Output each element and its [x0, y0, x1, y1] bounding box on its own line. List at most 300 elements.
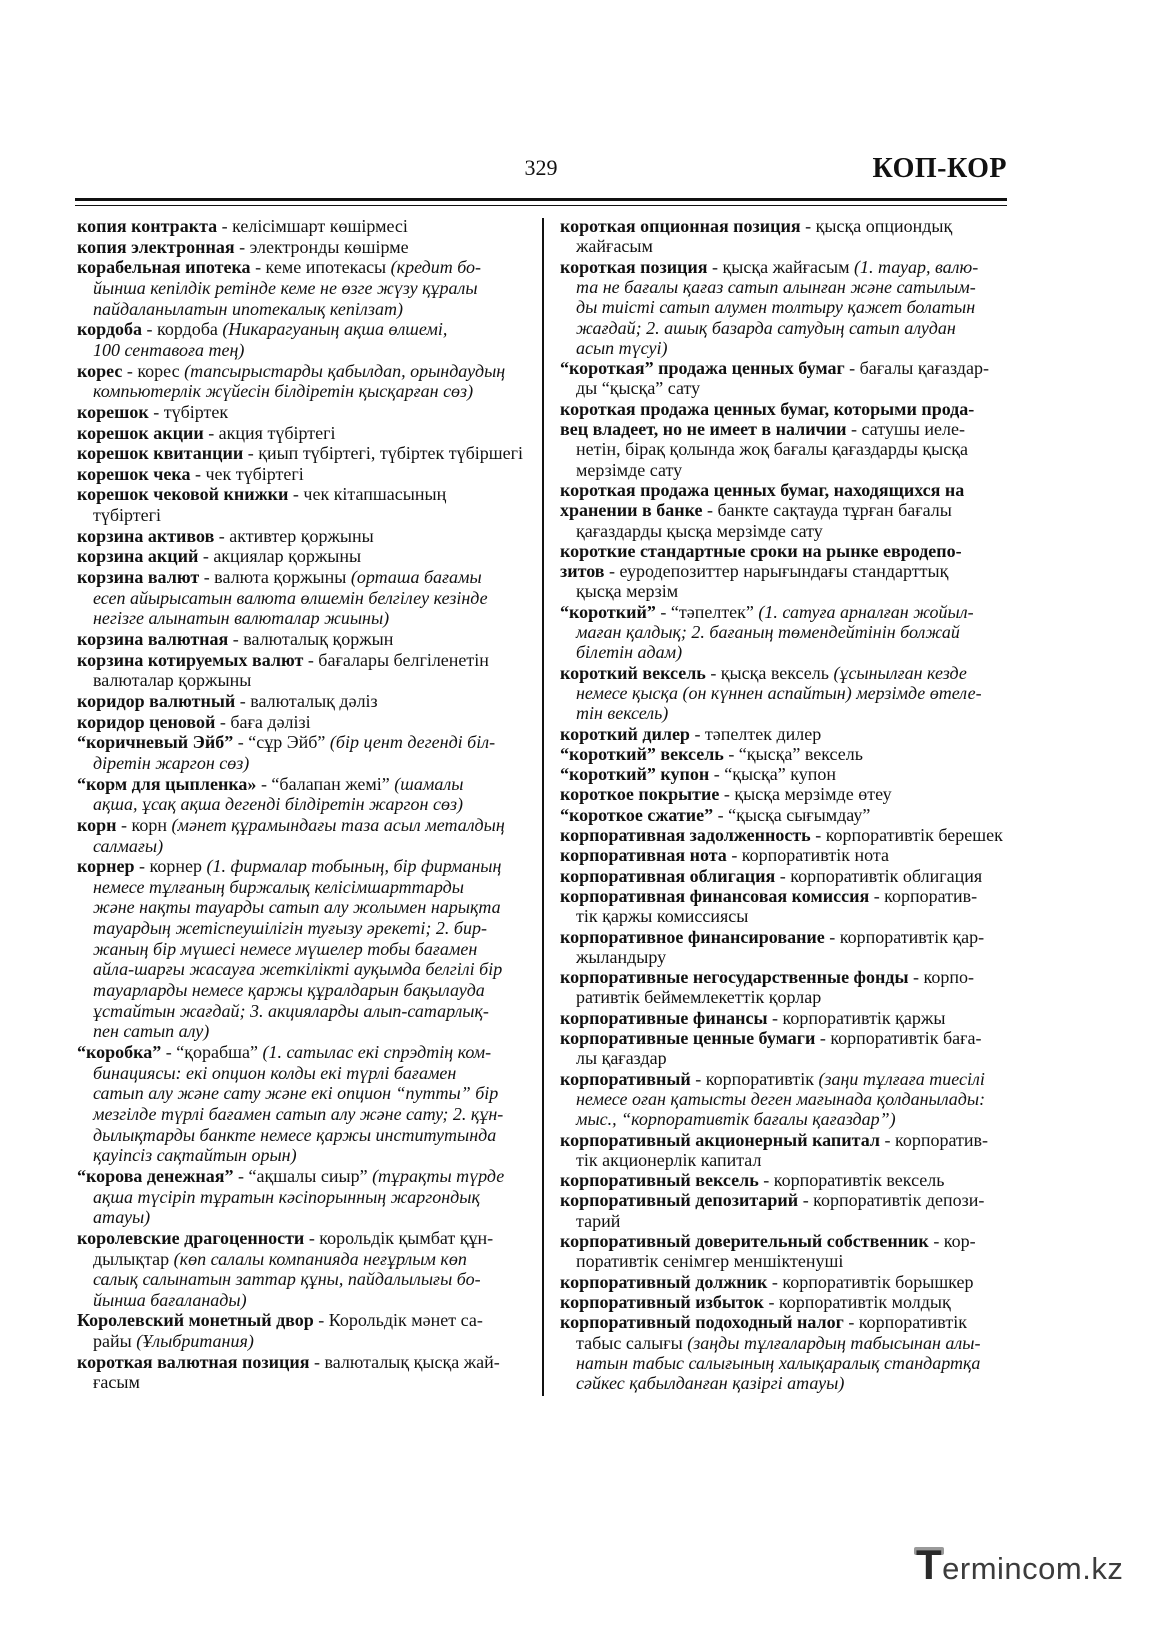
definition-note: (мәнет құрамындағы таза асыл металдың [171, 814, 505, 835]
translation: - корпоративтік қар- [824, 926, 985, 947]
translation: - сатушы иеле- [846, 419, 965, 439]
dictionary-line [576, 318, 956, 338]
dictionary-line [77, 526, 374, 546]
headword: корпоративное финансирование [560, 926, 825, 947]
headword: короткая продажа ценных бумаг, которыми прода- [560, 398, 975, 419]
headword: корзина акций [77, 546, 199, 567]
definition-note: немесе оған қатысты деген мағынада қолданылады: [576, 1088, 986, 1109]
translation: - электронды көшірме [234, 236, 409, 257]
dictionary-line [93, 505, 161, 525]
translation: - “балапан жемі” [256, 773, 395, 794]
translation: - “қысқа сығымдау” [713, 804, 871, 825]
definition-note: сатып алу және сату және екі опцион “путты” бір [93, 1083, 499, 1104]
definition-note: йынша бағаланады) [93, 1289, 247, 1310]
headword: корпоративный [560, 1068, 691, 1089]
headword: корнер [77, 856, 135, 877]
definition-note: немесе қысқа (он күннен аспайтын) мерзімде өтеле- [576, 682, 982, 703]
definition-note: ды тиісті сатып алумен толтыру қажет болатын [576, 297, 976, 318]
dictionary-line [93, 753, 249, 773]
definition-note: ақша, ұсақ ақша дегенді білдіретін жаргон сөз) [93, 794, 463, 815]
headword: королевские драгоценности [77, 1227, 305, 1248]
translation: - тәпелтек дилер [689, 723, 822, 744]
dictionary-line [93, 897, 501, 917]
translation: - кор- [928, 1231, 976, 1251]
dictionary-line [77, 691, 378, 711]
dictionary-line [560, 1069, 985, 1089]
dictionary-line [576, 683, 982, 703]
dictionary-line [576, 460, 682, 480]
translation: дылықтар [93, 1248, 174, 1269]
dictionary-line [93, 1187, 480, 1207]
dictionary-line [576, 1089, 985, 1109]
definition-note: (ұсынылған кезде [833, 662, 967, 683]
definition-note: тауардың жетіспеушілігін туғызу әрекеті; 2. бир- [93, 918, 487, 939]
translation: - келісімшарт көшірмесі [217, 216, 408, 236]
translation: - корпоративтік баға- [815, 1028, 982, 1048]
dictionary-line [93, 1331, 254, 1351]
translation: - Корольдік мәнет са- [313, 1310, 483, 1331]
headword: корес [77, 360, 123, 381]
headword: корзина валют [77, 567, 200, 588]
definition-note: (1. сатылас екі спрэдтің ком- [262, 1042, 492, 1062]
dictionary-line [93, 1372, 140, 1392]
dictionary-line [560, 1170, 944, 1190]
column-divider [542, 218, 544, 1396]
translation: - корпо- [908, 967, 974, 988]
dictionary-line [560, 663, 967, 683]
dictionary-line [77, 546, 361, 566]
dictionary-line [77, 712, 311, 732]
definition-note: (заңи тұлғаға тиесілі [818, 1068, 985, 1089]
headword: “короткий” [560, 601, 656, 622]
dictionary-line [93, 980, 485, 1000]
dictionary-line [77, 629, 393, 649]
definition-note: дылықтарды банкте немесе қаржы институтында [93, 1124, 497, 1145]
translation: ғасым [93, 1372, 140, 1393]
translation: - корпоративтік облигация [775, 865, 983, 886]
headword: кордоба [77, 319, 143, 340]
header-rule-thick [75, 198, 1007, 201]
headword: корабельная ипотека [77, 257, 251, 278]
headword: корзина котируемых валют [77, 649, 304, 670]
translation: - валюталық қоржын [228, 629, 394, 649]
translation: поративтік сенімгер меншіктенуші [576, 1251, 844, 1272]
definition-note: (кредит бо- [390, 257, 482, 278]
dictionary-line [576, 1211, 620, 1231]
dictionary-line [93, 1145, 297, 1165]
dictionary-line [77, 464, 304, 484]
dictionary-line [560, 927, 984, 947]
translation: - валюталық дәліз [235, 690, 378, 711]
dictionary-line [93, 1125, 496, 1145]
dictionary-line [576, 277, 976, 297]
dictionary-line [560, 1312, 967, 1332]
dictionary-line [576, 622, 960, 642]
definition-note: 100 сентавоға тең) [93, 339, 245, 360]
headword: корпоративный акционерный капитал [560, 1129, 880, 1150]
dictionary-line [560, 216, 952, 236]
dictionary-line [560, 1231, 976, 1251]
dictionary-line [77, 856, 501, 876]
dictionary-line [77, 484, 446, 504]
dictionary-line [560, 561, 948, 581]
translation: мерзімде сату [576, 459, 683, 480]
dictionary-line [560, 866, 982, 886]
translation: - активтер қоржыны [214, 525, 374, 546]
dictionary-line [576, 987, 821, 1007]
dictionary-line [576, 338, 668, 358]
definition-note: пайдаланылатын ипотекалық кепілзат) [93, 298, 403, 319]
definition-note: ақша түсіріп тұратын кәсіпорынның жаргондық [93, 1186, 480, 1207]
headword: коридор ценовой [77, 711, 216, 732]
translation: - корпоративтік борышкер [767, 1271, 974, 1292]
dictionary-line [77, 650, 489, 670]
headword: корзина валютная [77, 629, 229, 649]
headword: корпоративный избыток [560, 1291, 764, 1312]
translation: лы қағаздар [576, 1048, 667, 1069]
translation: ды “қысқа” сату [576, 378, 701, 399]
dictionary-line [576, 1048, 667, 1068]
definition-note: мезгілде түрлі бағамен сатып алу және сату; 2. құн- [93, 1103, 504, 1124]
headword: “коробка” [77, 1042, 162, 1062]
definition-note: компьютерлік жүйесін білдіретін қысқарған сөз) [93, 381, 474, 402]
headword: хранении в банке [560, 500, 703, 521]
dictionary-line [560, 1130, 988, 1150]
dictionary-line [560, 358, 989, 378]
headword: короткий дилер [560, 723, 690, 744]
headword: корпоративные негосударственные фонды [560, 967, 909, 988]
definition-note: сәйкес қабылданған қазіргі атауы) [576, 1373, 845, 1394]
translation: райы [93, 1331, 137, 1352]
dictionary-line [93, 1207, 150, 1227]
definition-note: бинациясы: екі опцион колды екі түрлі бағамен [93, 1062, 457, 1083]
headword: коридор валютный [77, 690, 236, 711]
dictionary-line [93, 877, 464, 897]
dictionary-line [77, 1166, 504, 1186]
headword: корешок чековой книжки [77, 484, 289, 505]
dictionary-line [560, 1292, 951, 1312]
headword: корзина активов [77, 525, 215, 546]
definition-note: (бір цент дегенді біл- [329, 732, 496, 753]
definition-note: діретін жаргон сөз) [93, 752, 250, 773]
translation: жайғасым [576, 236, 653, 257]
translation: - корпоративтік берешек [810, 825, 1003, 845]
headword: корпоративный вексель [560, 1170, 759, 1191]
dictionary-line [93, 1083, 498, 1103]
definition-note: (тапсырыстарды қабылдап, орындаудың [184, 360, 506, 381]
translation: - “ақшалы сиыр” [233, 1165, 373, 1186]
translation: - қысқа вексель [705, 662, 834, 683]
headword: короткая опционная позиция [560, 216, 801, 236]
dictionary-line [93, 340, 244, 360]
dictionary-line [576, 906, 748, 926]
translation: - “қорабша” [161, 1042, 263, 1062]
headword: копия электронная [77, 236, 235, 257]
translation: тарий [576, 1210, 621, 1231]
headword: короткая позиция [560, 256, 708, 277]
dictionary-line [77, 1042, 491, 1062]
header-rule-thin [75, 205, 1007, 206]
translation: - “сұр Эйб” [233, 732, 330, 753]
headword: корешок акции [77, 422, 204, 443]
translation: - қысқа жайғасым [707, 256, 855, 277]
dictionary-line [560, 764, 836, 784]
definition-note: (1. фирмалар тобының, бір фирманың [206, 856, 502, 877]
dictionary-line [93, 1290, 247, 1310]
dictionary-line [576, 1353, 980, 1373]
translation: тік акционерлік капитал [576, 1149, 762, 1170]
definition-note: айла-шарғы жасауға жеткілікті ауқымда белгілі бір [93, 959, 503, 980]
translation: - банкте сақтауда тұрған бағалы [702, 500, 952, 521]
translation: - бағалары белгіленетін [303, 649, 489, 670]
dictionary-line [77, 216, 408, 236]
translation: - корнер [134, 856, 207, 877]
dictionary-line [576, 581, 678, 601]
definition-note: йынша кепілдік ретінде кеме не өзге жүзу құралы [93, 277, 478, 298]
dictionary-line [576, 642, 682, 662]
definition-note: жағдай; 2. ашық базарда сатудың сатып алудан [576, 317, 956, 338]
definition-note: (1. сатуға арналған жойыл- [758, 601, 974, 622]
headword: корпоративные ценные бумаги [560, 1028, 816, 1048]
dictionary-line [77, 815, 505, 835]
dictionary-line [93, 1063, 456, 1083]
definition-note: салмағы) [93, 835, 164, 856]
headword: корпоративная облигация [560, 865, 776, 886]
dictionary-line [560, 724, 821, 744]
headword: короткая продажа ценных бумаг, находящихся на [560, 479, 965, 500]
translation: нетін, бірақ қолында жоқ бағалы қағаздарды қысқа [576, 439, 968, 460]
headword: зитов [560, 561, 605, 582]
translation: - “тәпелтек” [655, 601, 759, 622]
definition-note: (Ұлыбритания) [136, 1331, 254, 1352]
dictionary-line [77, 1352, 500, 1372]
dictionary-line [93, 1021, 209, 1041]
dictionary-line [560, 399, 974, 419]
headword: корпоративный подоходный налог [560, 1312, 844, 1333]
headword: “короткий” вексель [560, 743, 724, 764]
headword: корпоративный должник [560, 1271, 768, 1292]
definition-note: немесе тұлғаның биржалық келісімшарттарды [93, 876, 464, 897]
page-number: 329 [524, 155, 558, 180]
translation: - корпоратив- [880, 1129, 988, 1150]
translation: - “қысқа” вексель [723, 743, 863, 764]
dictionary-line [560, 541, 962, 561]
translation: - кордоба [142, 319, 223, 340]
translation: - корпоративтік [843, 1312, 967, 1333]
translation: қысқа мерзім [576, 581, 679, 602]
dictionary-line [560, 1028, 982, 1048]
translation: - акциялар қоржыны [198, 546, 362, 567]
dictionary-line [93, 836, 163, 856]
dictionary-line [576, 378, 700, 398]
headword: корпоративная нота [560, 845, 727, 866]
definition-note: ұстайтын жағдай; 3. акцияларды алып-сатарлық- [93, 1000, 489, 1021]
headword: корн [77, 814, 117, 835]
dictionary-line [560, 500, 952, 520]
dictionary-line [576, 439, 968, 459]
headword: короткие стандартные сроки на рынке евродепо- [560, 540, 962, 561]
definition-note: негізге алынатын валюталар жиыны) [93, 608, 390, 629]
headword: короткий вексель [560, 662, 706, 683]
dictionary-line [576, 703, 668, 723]
definition-note: пен сатып алу) [93, 1021, 210, 1042]
dictionary-line [77, 732, 495, 752]
translation: - баға дәлізі [215, 711, 311, 732]
dictionary-line [560, 257, 978, 277]
definition-note: (Никарагуаның ақша өлшемі, [222, 319, 448, 340]
dictionary-line [93, 588, 488, 608]
dictionary-line [77, 1228, 493, 1248]
dictionary-line [576, 1373, 844, 1393]
definition-note: та не бағалы қағаз сатып алынған және сатылым- [576, 276, 976, 297]
translation: - қысқа мерзімде өтеу [719, 784, 892, 805]
translation: - корольдік қымбат құн- [304, 1227, 494, 1248]
headword: копия контракта [77, 216, 218, 236]
dictionary-line [560, 602, 974, 622]
dictionary-line [93, 381, 473, 401]
translation: - корпоративтік депози- [798, 1190, 985, 1211]
translation: қағаздарды қысқа мерзімде сату [576, 520, 823, 541]
translation: - корн [116, 814, 172, 835]
definition-note: есеп айырысатын валюта өлшемін белгілеу кезінде [93, 587, 488, 608]
definition-note: және нақты тауарды сатып алу жолымен нарықта [93, 897, 501, 918]
dictionary-line [93, 299, 403, 319]
dictionary-line [576, 1109, 896, 1129]
headword: “корм для цыпленка» [77, 773, 257, 794]
translation: жыландыру [576, 946, 667, 967]
translation: түбіртегі [93, 505, 162, 526]
dictionary-line [77, 443, 523, 463]
dictionary-line [576, 1333, 980, 1353]
dictionary-line [77, 774, 463, 794]
translation: ративтік беймемлекеттік қорлар [576, 987, 822, 1008]
translation: - корпоративтік молдық [763, 1291, 951, 1312]
headword: вец владеет, но не имеет в наличии [560, 419, 847, 439]
headword: корешок чека [77, 463, 191, 484]
translation: табыс салығы [576, 1332, 688, 1353]
dictionary-line [576, 521, 823, 541]
dictionary-line [77, 423, 336, 443]
definition-note: (1. тауар, валю- [854, 256, 979, 277]
translation: - түбіртек [148, 401, 229, 422]
dictionary-line [93, 608, 389, 628]
dictionary-line [77, 1310, 483, 1330]
definition-note: (заңды тұлғалардың табысынан алы- [687, 1332, 981, 1353]
dictionary-line [576, 236, 653, 256]
dictionary-line [560, 805, 870, 825]
headword: “короткое сжатие” [560, 804, 714, 825]
translation: - корпоративтік нота [726, 845, 889, 866]
headword: короткое покрытие [560, 784, 720, 805]
dictionary-line [560, 825, 1003, 845]
headword: Королевский монетный двор [77, 1310, 314, 1331]
dictionary-line [576, 297, 975, 317]
definition-note: салық салынатын заттар құны, пайдалылығы бо- [93, 1269, 481, 1290]
headword: корпоративный депозитарий [560, 1190, 799, 1211]
translation: - бағалы қағаздар- [844, 358, 989, 379]
definition-note: (тұрақты түрде [372, 1165, 505, 1186]
dictionary-line [560, 1008, 945, 1028]
definition-note: тін вексель) [576, 703, 669, 724]
dictionary-line [93, 1269, 481, 1289]
dictionary-line [576, 1150, 761, 1170]
translation: - корпоратив- [869, 885, 978, 906]
dictionary-line [77, 237, 409, 257]
translation: - “қысқа” купон [709, 764, 837, 785]
translation: - валюта қоржыны [199, 567, 351, 588]
translation: - еуродепозиттер нарығындағы стандарттық [604, 561, 949, 582]
definition-note: маған қалдық; 2. бағаның төмендейтінін болжай [576, 622, 960, 642]
definition-note: тауарларды немесе қаржы құралдарын бақылауда [93, 980, 485, 1001]
headword: корпоративная финансовая комиссия [560, 885, 870, 906]
translation: - чек түбіртегі [190, 463, 304, 484]
dictionary-line [93, 918, 487, 938]
dictionary-line [560, 784, 892, 804]
definition-note: мыс., “корпоративтік бағалы қағаздар”) [576, 1109, 896, 1130]
headword: корешок [77, 401, 149, 422]
definition-note: атауы) [93, 1207, 151, 1228]
dictionary-line [93, 1001, 489, 1021]
headword: “коричневый Эйб” [77, 732, 234, 753]
dictionary-line [576, 947, 666, 967]
headword: “короткий” купон [560, 764, 710, 785]
dictionary-line [560, 744, 863, 764]
dictionary-line [77, 402, 228, 422]
headword: короткая валютная позиция [77, 1351, 310, 1372]
translation: - қиып түбіртегі, түбіртек түбіршегі [243, 443, 523, 464]
dictionary-line [93, 278, 478, 298]
headword: корпоративные финансы [560, 1007, 768, 1028]
headword: корпоративный доверительный собственник [560, 1231, 929, 1251]
headword: корпоративная задолженность [560, 825, 811, 845]
dictionary-line [93, 794, 463, 814]
translation: - валюталық қысқа жай- [309, 1351, 500, 1372]
dictionary-line [93, 670, 251, 690]
headword: корешок квитанции [77, 443, 244, 464]
dictionary-line [77, 567, 482, 587]
translation: тік қаржы комиссиясы [576, 906, 749, 927]
definition-note: натын табыс салығының халықаралық стандартқа [576, 1352, 981, 1373]
headword: “корова денежная” [77, 1165, 234, 1186]
definition-note: (шамалы [394, 773, 464, 794]
logo-text: Termincom.kz [916, 1541, 1124, 1588]
dictionary-line [77, 257, 481, 277]
translation: - қысқа опциондық [800, 216, 953, 236]
definition-note: (көп салалы компанияда неғұрлым көп [173, 1248, 467, 1269]
definition-note: (орташа бағамы [350, 567, 482, 588]
definition-note: жаның бір мүшесі немесе мүшелер тобы бағамен [93, 938, 478, 959]
dictionary-line [560, 419, 965, 439]
dictionary-line [93, 1249, 467, 1269]
translation: - акция түбіртегі [203, 422, 336, 443]
dictionary-line [93, 959, 502, 979]
translation: валюталар қоржыны [93, 670, 252, 691]
translation: - кеме ипотекасы [250, 257, 391, 278]
dictionary-line [77, 319, 447, 339]
dictionary-line [77, 361, 505, 381]
dictionary-line [93, 939, 477, 959]
translation: - корес [122, 360, 185, 381]
running-head: КОП-КОР [872, 153, 1007, 184]
definition-note: білетін адам) [576, 642, 683, 663]
dictionary-line [560, 886, 977, 906]
translation: - корпоративтік [690, 1068, 819, 1089]
headword: “короткая” продажа ценных бумаг [560, 358, 845, 379]
dictionary-line [93, 1104, 503, 1124]
dictionary-line [560, 845, 889, 865]
definition-note: қауіпсіз сақтайтын орын) [93, 1145, 297, 1166]
dictionary-line [560, 967, 974, 987]
